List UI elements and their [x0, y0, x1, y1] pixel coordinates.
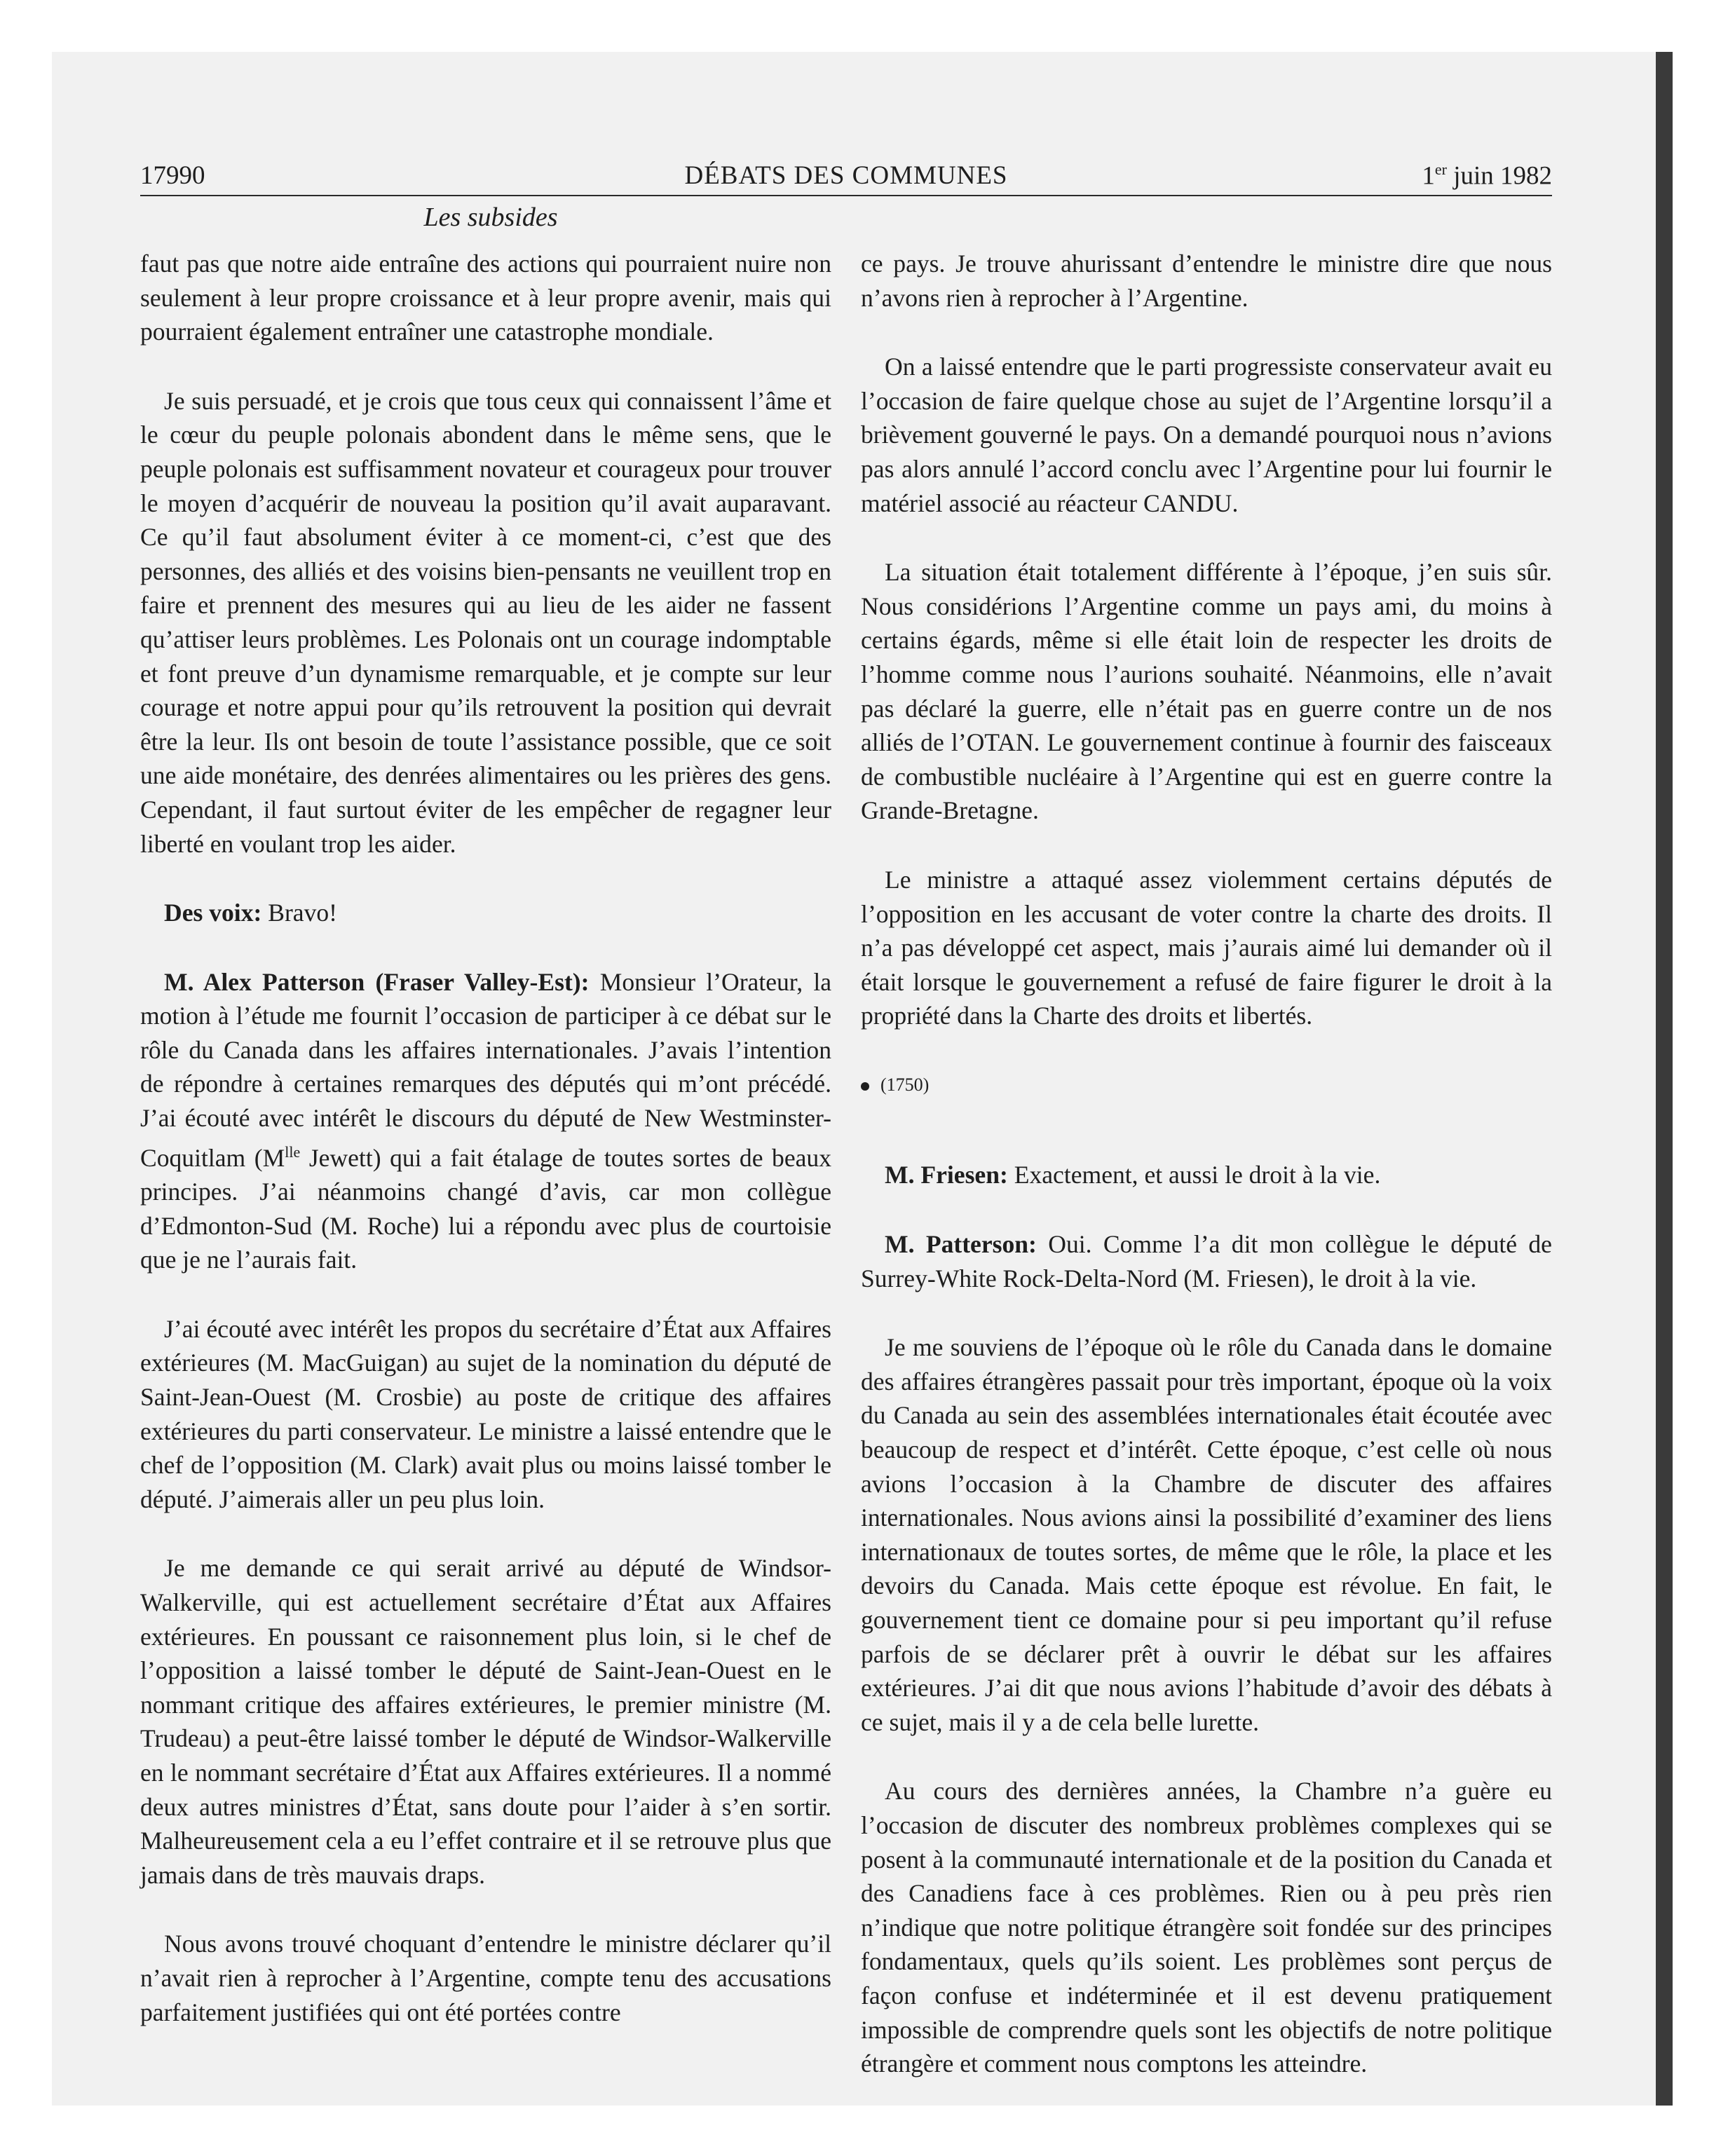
- speaker-name: Des voix:: [164, 899, 262, 927]
- left-column: [140, 247, 831, 2064]
- speaker-name: M. Patterson:: [885, 1230, 1037, 1259]
- paragraph: Le ministre a attaqué assez violemment certains députés de l’opposition en les accusant de voter contre la charte des droits. Il n’a pas développé cet aspect, mais j’aurais aimé lui demander où il était lorsque le gouvernement a refusé de faire figurer le droit à la propriété dans la Charte des droits et libertés.: [861, 865, 1552, 1030]
- speech-text: Monsieur l’Orateur, la motion à l’étude me fournit l’occasion de participer à ce débat sur le rôle du Canada dans les affaires internationales. J’avais l’intention de répondre à certaines remarques des députés qui m’ont précédé. J’ai écouté avec intérêt le discours du député de New Westminster-Coquitlam (M: [140, 967, 831, 1172]
- paragraph: Je suis persuadé, et je crois que tous ceux qui connaissent l’âme et le cœur du peuple polonais abondent dans le même sens, que le peuple polonais est suffisamment novateur et courageux pour trouver le moyen d’acquérir de nouveau la position qu’il avait auparavant. Ce qu’il faut absolument éviter à ce moment-ci, c’est que des personnes, des alliés et des voisins bien-pensants ne veuillent trop en faire et prennent des mesures qui au lieu de les aider ne fassent qu’attiser leurs problèmes. Les Polonais ont un courage indomptable et font preuve d’un dynamisme remarquable, et je compte sur leur courage et notre appui pour qu’ils retrouvent la position qui devrait être la leur. Ils ont besoin de toute l’assistance possible, que ce soit une aide monétaire, des denrées alimentaires ou les prières des gens. Cependant, il faut surtout éviter de les empêcher de regagner leur liberté en voulant trop les aider.: [140, 386, 831, 858]
- speech-patterson-2: [861, 1227, 1552, 1295]
- page-number: 17990: [140, 161, 205, 190]
- title-superscript: lle: [285, 1142, 301, 1161]
- speech-patterson: [140, 965, 831, 1277]
- page-date: [1422, 161, 1552, 191]
- paragraph: Au cours des dernières années, la Chambre n’a guère eu l’occasion de discuter des nombreux problèmes complexes qui se posent à la communauté internationale et de la position du Canada et des Canadiens face à ces problèmes. Rien ou à peu près rien n’indique que notre politique étrangère soit fondée sur des principes fondamentaux, quels qu’ils soient. Les problèmes sont perçus de façon confuse et indéterminée et il est devenu pratiquement impossible de comprendre quels sont les objectifs de notre politique étrangère et comment nous comptons les atteindre.: [861, 1777, 1552, 2078]
- speech-voices: [140, 896, 831, 930]
- time-marker: [861, 1068, 1552, 1103]
- paragraph: faut pas que notre aide entraîne des actions qui pourraient nuire non seulement à leur propre croissance et à leur propre avenir, mais qui pourraient également entraîner une catastrophe mondiale.: [140, 250, 831, 346]
- binding-edge: [1656, 52, 1673, 2106]
- date-ordinal: er: [1434, 160, 1447, 178]
- paragraph: Nous avons trouvé choquant d’entendre le ministre déclarer qu’il n’avait rien à reprocher à l’Argentine, compte tenu des accusations parfaitement justifiées qui ont été portées contre: [140, 1930, 831, 2026]
- speech-text: Oui. Comme l’a dit mon collègue le député de Surrey-White Rock-Delta-Nord (M. Friesen), le droit à la vie.: [861, 1230, 1552, 1292]
- paragraph: Je me demande ce qui serait arrivé au député de Windsor-Walkerville, qui est actuellement secrétaire d’État aux Affaires extérieures. En poussant ce raisonnement plus loin, si le chef de l’opposition a laissé tomber le député de Saint-Jean-Ouest en le nommant critique des affaires extérieures, le premier ministre (M. Trudeau) a peut-être laissé tomber le député de Windsor-Walkerville en le nommant secrétaire d’État aux Affaires extérieures. Il a nommé deux autres ministres d’État, sans doute pour l’aider à s’en sortir. Malheureusement cela a eu l’effet contraire et il se retrouve plus que jamais dans de très mauvais draps.: [140, 1554, 831, 1889]
- paragraph: ce pays. Je trouve ahurissant d’entendre le ministre dire que nous n’avons rien à reprocher à l’Argentine.: [861, 250, 1552, 312]
- speech-text: Exactement, et aussi le droit à la vie.: [1007, 1161, 1381, 1189]
- paragraph: J’ai écouté avec intérêt les propos du secrétaire d’État aux Affaires extérieures (M. MacGuigan) au sujet de la nomination du député de Saint-Jean-Ouest (M. Crosbie) au poste de critique des affaires extérieures du parti conservateur. Le ministre a laissé entendre que le chef de l’opposition (M. Clark) avait plus ou moins laissé tomber le député. J’aimerais aller un peu plus loin.: [140, 1314, 831, 1513]
- speech-text: Bravo!: [261, 899, 338, 927]
- paragraph: La situation était totalement différente à l’époque, j’en suis sûr. Nous considérions l’Argentine comme un pays ami, du moins à certains égards, même si elle était loin de respecter les droits de l’homme comme nous l’aurions souhaité. Néanmoins, elle n’avait pas déclaré la guerre, elle n’était pas en guerre contre un de nos alliés de l’OTAN. Le gouvernement continue à fournir des faisceaux de combustible nucléaire à l’Argentine qui est en guerre contre la Grande-Bretagne.: [861, 558, 1552, 825]
- date-rest: juin 1982: [1446, 161, 1552, 190]
- date-day: 1: [1422, 161, 1435, 190]
- journal-title: DÉBATS DES COMMUNES: [684, 161, 1008, 190]
- page-header: [140, 156, 1552, 196]
- paragraph: On a laissé entendre que le parti progressiste conservateur avait eu l’occasion de faire quelque chose au sujet de l’Argentine lorsqu’il a brièvement gouverné le pays. On a demandé pourquoi nous n’avions pas alors annulé l’accord conclu avec l’Argentine pour lui fournir le matériel associé au réacteur CANDU.: [861, 353, 1552, 517]
- section-title: Les subsides: [423, 203, 558, 232]
- speech-text: Jewett) qui a fait étalage de toutes sortes de beaux principes. J’ai néanmoins changé d’avis, car mon collègue d’Edmonton-Sud (M. Roche) lui a répondu avec plus de courtoisie que je ne l’aurais fait.: [140, 1143, 831, 1274]
- right-column: [861, 247, 1552, 2116]
- bullet-icon: [861, 1082, 869, 1091]
- speaker-name: M. Friesen:: [885, 1161, 1008, 1189]
- speaker-name: M. Alex Patterson (Fraser Valley-Est):: [164, 967, 590, 996]
- speech-friesen: [861, 1158, 1552, 1192]
- paragraph: Je me souviens de l’époque où le rôle du Canada dans le domaine des affaires étrangères passait pour très important, époque où la voix du Canada au sein des assemblées internationales était écoutée avec beaucoup de respect et d’intérêt. Cette époque, c’est celle où nous avions l’occasion à la Chambre de discuter des affaires internationales. Nous avions ainsi la possibilité d’examiner des liens internationaux de toutes sortes, de même que le rôle, la place et les devoirs du Canada. Mais cette époque est révolue. En fait, le gouvernement tient ce domaine pour si peu important qu’il refuse parfois de se déclarer prêt à ouvrir le débat sur les affaires extérieures. J’ai dit que nous avions l’habitude d’avoir des débats à ce sujet, mais il y a de cela belle lurette.: [861, 1333, 1552, 1736]
- time-marker-text: (1750): [880, 1074, 930, 1095]
